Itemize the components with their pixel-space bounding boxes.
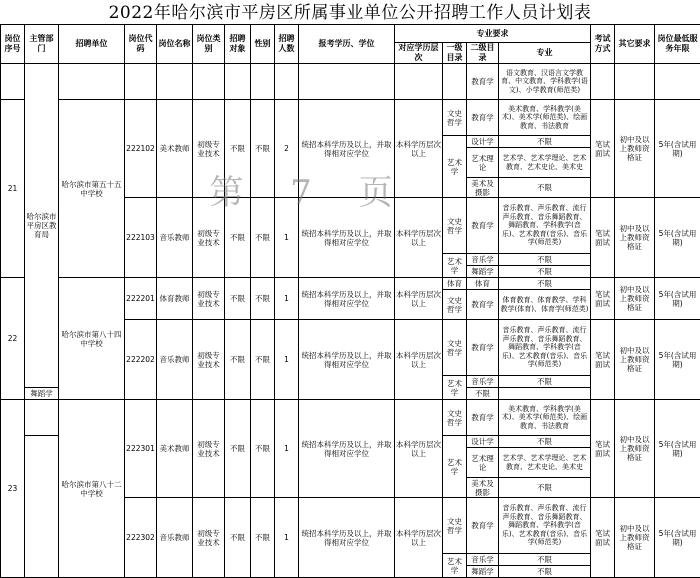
exam-cell: 笔试面试 — [591, 400, 615, 498]
cat1-cell: 文史哲学 — [443, 320, 467, 376]
job-name-cell: 音乐教师 — [157, 198, 193, 278]
job-name-cell: 体育教师 — [157, 278, 193, 320]
header-cat2: 二级目录 — [467, 43, 499, 64]
major-cell: 音乐教育、声乐教育、流行声乐教育、音乐舞蹈教育、舞蹈教育、学科教学(音乐)、艺术教育(音乐)、音乐学(师范类) — [499, 320, 591, 376]
header-seq: 岗位序号 — [1, 25, 25, 64]
dept-cell: 哈尔滨市平房区教育局 — [25, 64, 59, 388]
cell-empty — [443, 64, 467, 100]
target-cell: 不限 — [225, 100, 251, 198]
edu-cell: 统招本科学历及以上，并取得相对应学位 — [299, 100, 395, 198]
exam-cell: 笔试面试 — [591, 198, 615, 278]
header-major: 专业 — [499, 43, 591, 64]
other-cell: 初中及以上教师资格证 — [615, 320, 655, 400]
service-cell: 5年(含试用期) — [655, 400, 700, 498]
sheet-title: 2022年哈尔滨市平房区所属事业单位公开招聘工作人员计划表 — [0, 2, 700, 24]
category-cell: 初级专业技术 — [193, 320, 225, 400]
other-cell: 初中及以上教师资格证 — [615, 498, 655, 578]
exam-cell: 笔试面试 — [591, 320, 615, 400]
gender-cell: 不限 — [251, 498, 275, 578]
header-edu: 报考学历、学位 — [299, 25, 395, 64]
cat2-cell: 教育学 — [467, 498, 499, 554]
gender-cell: 不限 — [251, 278, 275, 320]
cat2-cell: 音乐学 — [467, 376, 499, 388]
recruitment-table — [0, 24, 700, 578]
count-cell: 1 — [275, 278, 299, 320]
level-cell: 本科学历层次以上 — [395, 100, 443, 198]
cat1-cell: 艺术学 — [443, 136, 467, 198]
major-cell: 音乐教育、声乐教育、流行声乐教育、音乐舞蹈教育、舞蹈教育、学科教学(音乐)、艺术教育(音乐)、音乐学(师范类) — [499, 498, 591, 554]
cat1-cell: 文史哲学 — [443, 400, 467, 436]
major-cell: 不限 — [499, 478, 591, 498]
service-cell: 5年(含试用期) — [655, 278, 700, 320]
cell-empty — [157, 64, 193, 100]
seq-cell: 23 — [1, 400, 25, 578]
cell-empty — [275, 64, 299, 100]
major-cell: 音乐教育、声乐教育、流行声乐教育、音乐舞蹈教育、舞蹈教育、学科教学(音乐)、艺术教育(音乐)、音乐学(师范类) — [499, 198, 591, 254]
cat1-cell: 文史哲学 — [443, 100, 467, 136]
cell-empty — [193, 64, 225, 100]
cat2-cell: 音乐学 — [467, 554, 499, 566]
major-cell: 不限 — [467, 388, 499, 400]
major-cell: 不限 — [499, 136, 591, 148]
cell-empty — [1, 64, 25, 100]
cat2-cell: 音乐学 — [467, 254, 499, 266]
code-cell: 222102 — [125, 100, 157, 198]
cat2-cell: 美术及摄影 — [467, 478, 499, 498]
edu-cell: 统招本科学历及以上，并取得相对应学位 — [299, 198, 395, 278]
cell-empty — [655, 64, 700, 100]
cat2-cell: 艺术理论 — [467, 448, 499, 478]
exam-cell: 笔试面试 — [591, 278, 615, 320]
cat2-cell: 舞蹈学 — [467, 566, 499, 578]
category-cell: 初级专业技术 — [193, 498, 225, 578]
major-cell: 美术教育、学科教学(美术)、美术学(师范类)、绘画教育、书法教育 — [499, 400, 591, 436]
code-cell: 222302 — [125, 498, 157, 578]
code-cell: 222103 — [125, 198, 157, 278]
code-cell: 222201 — [125, 278, 157, 320]
major-cell: 艺术学、艺术学理论、艺术教育、艺术史论、美术史 — [499, 448, 591, 478]
major-cell: 不限 — [499, 278, 591, 290]
service-cell: 5年(含试用期) — [655, 100, 700, 198]
level-cell: 本科学历层次以上 — [395, 498, 443, 578]
cell-empty — [395, 64, 443, 100]
cat2-cell: 教育学 — [467, 400, 499, 436]
cat2-cell: 设计学 — [467, 136, 499, 148]
level-cell: 本科学历层次以上 — [395, 278, 443, 320]
exam-cell: 笔试面试 — [591, 498, 615, 578]
cat2-cell: 教育学 — [467, 290, 499, 320]
service-cell: 5年(含试用期) — [655, 320, 700, 400]
other-cell: 初中及以上教师资格证 — [615, 278, 655, 320]
cat2-cell: 舞蹈学 — [25, 388, 59, 400]
cat2-cell: 教育学 — [467, 64, 499, 100]
edu-cell: 统招本科学历及以上，并取得相对应学位 — [299, 278, 395, 320]
header-level: 对应学历层次 — [395, 43, 443, 64]
header-major-group: 专业要求 — [395, 25, 591, 43]
count-cell: 1 — [275, 400, 299, 498]
exam-cell: 笔试面试 — [591, 100, 615, 198]
header-dept: 主管部门 — [25, 25, 59, 64]
cat2-cell: 舞蹈学 — [467, 266, 499, 278]
cell-empty — [615, 64, 655, 100]
page-watermark: 第 7 页 — [200, 165, 420, 214]
header-other: 其它要求 — [615, 25, 655, 64]
gender-cell: 不限 — [251, 100, 275, 198]
job-name-cell: 美术教师 — [157, 100, 193, 198]
major-cell: 不限 — [499, 554, 591, 566]
code-cell: 222301 — [125, 400, 157, 498]
cell-empty — [125, 64, 157, 100]
cat2-cell: 教育学 — [467, 320, 499, 376]
seq-cell: 21 — [1, 100, 25, 278]
count-cell: 1 — [275, 498, 299, 578]
major-cell: 艺术学、艺术学理论、艺术教育、艺术史论、美术史 — [499, 148, 591, 178]
cat2-cell: 设计学 — [467, 436, 499, 448]
other-cell: 初中及以上教师资格证 — [615, 198, 655, 278]
major-cell: 不限 — [499, 436, 591, 448]
cell-empty — [299, 64, 395, 100]
level-cell: 本科学历层次以上 — [395, 198, 443, 278]
unit-cell: 哈尔滨市第五十五中学校 — [59, 100, 125, 278]
job-name-cell: 音乐教师 — [157, 498, 193, 578]
gender-cell: 不限 — [251, 320, 275, 400]
service-cell: 5年(含试用期) — [655, 198, 700, 278]
cat2-cell: 体育 — [467, 278, 499, 290]
header-category: 岗位类别 — [193, 25, 225, 64]
unit-cell: 哈尔滨市第八十四中学校 — [59, 278, 125, 400]
cat2-cell: 教育学 — [467, 100, 499, 136]
major-cell: 美术教育、学科教学(美术)、美术学(师范类)、绘画教育、书法教育 — [499, 100, 591, 136]
header-gender: 性别 — [251, 25, 275, 64]
cat2-cell: 艺术理论 — [467, 148, 499, 178]
target-cell: 不限 — [225, 498, 251, 578]
major-cell: 不限 — [499, 566, 591, 578]
target-cell: 不限 — [225, 400, 251, 498]
cell-empty — [225, 64, 251, 100]
header-count: 招聘人数 — [275, 25, 299, 64]
category-cell: 初级专业技术 — [193, 198, 225, 278]
category-cell: 初级专业技术 — [193, 400, 225, 498]
cat1-cell: 艺术学 — [443, 436, 467, 498]
cell-empty — [591, 64, 615, 100]
count-cell: 1 — [275, 320, 299, 400]
cat1-cell: 文史哲学 — [443, 198, 467, 254]
major-cell: 不限 — [499, 254, 591, 266]
category-cell: 初级专业技术 — [193, 100, 225, 198]
major-cell: 不限 — [499, 376, 591, 388]
major-cell: 不限 — [499, 178, 591, 198]
other-cell: 初中及以上教师资格证 — [615, 400, 655, 498]
header-code: 岗位代码 — [125, 25, 157, 64]
cell-empty — [25, 400, 59, 436]
unit-cell: 哈尔滨市第八十二中学校 — [59, 400, 125, 578]
edu-cell: 统招本科学历及以上，并取得相对应学位 — [299, 498, 395, 578]
cat1-cell: 艺术学 — [443, 254, 467, 278]
cat1-cell: 文史哲学 — [443, 498, 467, 554]
cell-empty — [251, 64, 275, 100]
target-cell: 不限 — [225, 198, 251, 278]
count-cell: 2 — [275, 100, 299, 198]
header-unit: 招聘单位 — [59, 25, 125, 64]
level-cell: 本科学历层次以上 — [395, 400, 443, 498]
header-name: 岗位名称 — [157, 25, 193, 64]
target-cell: 不限 — [225, 320, 251, 400]
major-cell: 语文教育、汉语言文学教育、中文教育、学科教学(语文)、小学教育(师范类) — [499, 64, 591, 100]
level-cell: 本科学历层次以上 — [395, 320, 443, 400]
cat1-cell: 体育 — [443, 278, 467, 290]
header-exam: 考试方式 — [591, 25, 615, 64]
service-cell: 5年(含试用期) — [655, 498, 700, 578]
gender-cell: 不限 — [251, 198, 275, 278]
edu-cell: 统招本科学历及以上，并取得相对应学位 — [299, 320, 395, 400]
category-cell: 初级专业技术 — [193, 278, 225, 320]
major-cell: 体育教育、体育教学、学科教学(体育)、体育学(师范类) — [499, 290, 591, 320]
other-cell: 初中及以上教师资格证 — [615, 100, 655, 198]
header-target: 招聘对象 — [225, 25, 251, 64]
edu-cell: 统招本科学历及以上，并取得相对应学位 — [299, 400, 395, 498]
count-cell: 1 — [275, 198, 299, 278]
seq-cell: 22 — [1, 278, 25, 400]
header-service: 岗位最低服务年限 — [655, 25, 700, 64]
cat1-cell: 艺术学 — [443, 376, 467, 400]
major-cell: 不限 — [499, 266, 591, 278]
job-name-cell: 美术教师 — [157, 400, 193, 498]
cat1-cell: 文史哲学 — [443, 290, 467, 320]
code-cell: 222202 — [125, 320, 157, 400]
gender-cell: 不限 — [251, 400, 275, 498]
cell-empty — [25, 436, 59, 578]
job-name-cell: 音乐教师 — [157, 320, 193, 400]
header-cat1: 一级目录 — [443, 43, 467, 64]
target-cell: 不限 — [225, 278, 251, 320]
cat2-cell: 美术及摄影 — [467, 178, 499, 198]
cat1-cell: 艺术学 — [443, 554, 467, 578]
cat2-cell: 教育学 — [467, 198, 499, 254]
cell-empty — [59, 64, 125, 100]
